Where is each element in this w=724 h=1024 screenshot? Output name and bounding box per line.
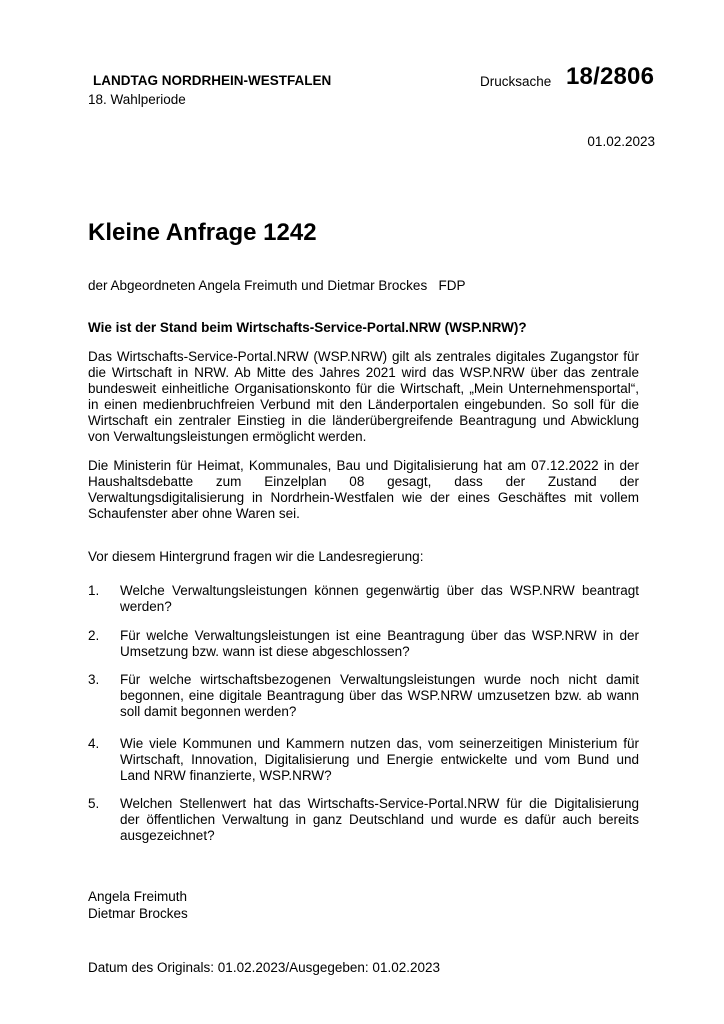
authors-line: der Abgeordneten Angela Freimuth und Dietmar Brockes FDP (88, 278, 466, 293)
body-paragraph: Das Wirtschafts-Service-Portal.NRW (WSP.NRW) gilt als zentrales digitales Zugangstor für die Wirtschaft in NRW. Ab Mitte des Jahres 2021 wird das WSP.NRW über das zentrale bundesweit einheitliche Organisationskonto für die Wirtschaft, „Mein Unternehmensportal“, in einen medienbruchfreien Verbund mit den Länderportalen eingebunden. So soll für die Wirtschaft ein zentraler Einstieg in die länderübergreifende Beantragung und Abwicklung von Verwaltungsleistungen ermöglicht werden. (88, 349, 639, 444)
question-number: 1. (88, 583, 100, 598)
question-item (88, 736, 639, 784)
question-item (88, 672, 639, 720)
electoral-period: 18. Wahlperiode (88, 92, 186, 107)
question-text: Für welche Verwaltungsleistungen ist eine Beantragung über das WSP.NRW in der Umsetzung bzw. wann ist diese abgeschlossen? (120, 628, 639, 659)
question-item (88, 796, 639, 844)
page-title: Kleine Anfrage 1242 (88, 219, 317, 246)
body-paragraph: Die Ministerin für Heimat, Kommunales, Bau und Digitalisierung hat am 07.12.2022 in der Haushaltsdebatte zum Einzelplan 08 gesagt, dass der Zustand der Verwaltungsdigitalisierung in Nordrhein-Westfalen wie der eines Geschäftes mit vollem Schaufenster aber ohne Waren sei. (88, 458, 639, 521)
question-heading: Wie ist der Stand beim Wirtschafts-Service-Portal.NRW (WSP.NRW)? (88, 320, 527, 335)
drucksache-number: 18/2806 (566, 63, 655, 90)
question-number: 3. (88, 672, 100, 687)
signature-name: Dietmar Brockes (88, 906, 188, 921)
document-date: 01.02.2023 (587, 134, 655, 149)
parliament-name: LANDTAG NORDRHEIN-WESTFALEN (93, 73, 332, 88)
question-number: 5. (88, 796, 100, 811)
question-item (88, 583, 639, 615)
footer-dates: Datum des Originals: 01.02.2023/Ausgegeben: 01.02.2023 (88, 960, 441, 975)
question-number: 4. (88, 736, 100, 751)
question-number: 2. (88, 628, 100, 643)
drucksache-label: Drucksache (480, 74, 552, 89)
question-text: Für welche wirtschaftsbezogenen Verwaltungsleistungen wurde noch nicht damit begonnen, eine digitale Beantragung über das WSP.NRW umzusetzen bzw. ab wann soll damit begonnen werden? (120, 672, 639, 719)
question-text: Welche Verwaltungsleistungen können gegenwärtig über das WSP.NRW beantragt werden? (120, 583, 639, 614)
question-text: Wie viele Kommunen und Kammern nutzen das, vom seinerzeitigen Ministerium für Wirtschaft, Innovation, Digitalisierung und Energie entwickelte und vom Bund und Land NRW finanzierte, WSP.NRW? (120, 736, 639, 783)
signature-name: Angela Freimuth (88, 889, 188, 904)
question-text: Welchen Stellenwert hat das Wirtschafts-Service-Portal.NRW für die Digitalisierung der öffentlichen Verwaltung in ganz Deutschland und wurde es dafür auch bereits ausgezeichnet? (120, 796, 639, 843)
question-item (88, 628, 639, 660)
questions-intro: Vor diesem Hintergrund fragen wir die Landesregierung: (88, 549, 424, 564)
